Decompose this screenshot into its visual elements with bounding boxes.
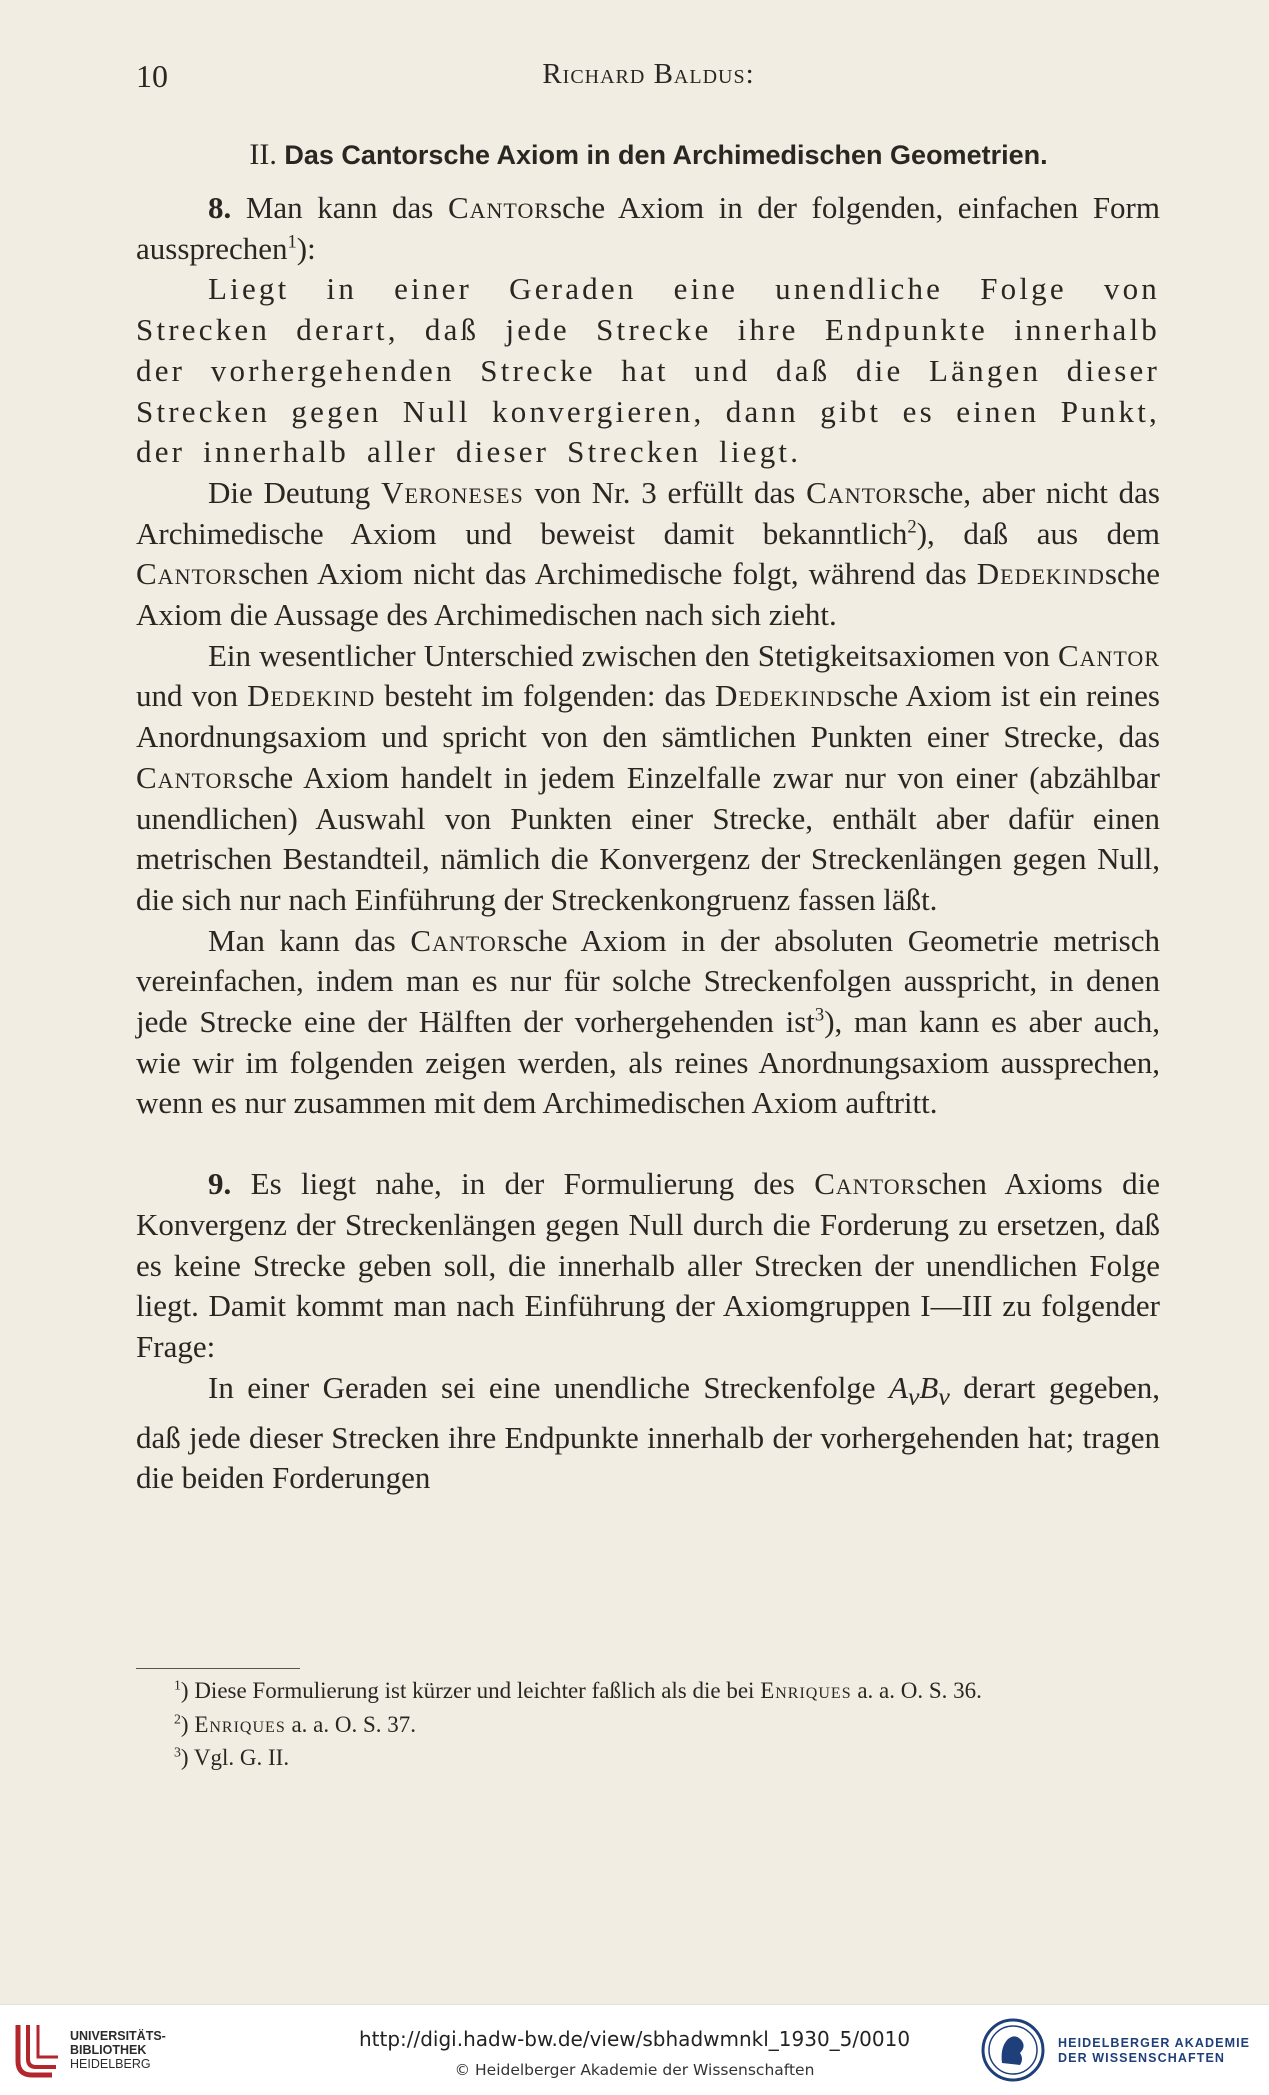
footnote-ref: 2 [907, 516, 917, 538]
text-run: sche Axiom in der absoluten Geometrie metrisch vereinfachen, indem man es nur für solche Streckenfolgen ausspricht, in denen jede Strecke eine der Hälften der vorhergehenden ist [136, 922, 1161, 1040]
library-line: UNIVERSITÄTS- [70, 2029, 166, 2043]
page-number: 10 [136, 58, 168, 94]
paragraph-veronese [136, 473, 1160, 636]
library-line: HEIDELBERG [70, 2057, 151, 2071]
permalink[interactable]: http://digi.hadw-bw.de/view/sbhadwmnkl_1930_5/0010 [358, 2027, 911, 2051]
math-index: ν [907, 1381, 920, 1411]
text-run: ) Vgl. G. II. [180, 1745, 290, 1770]
author-name: Veroneses [381, 474, 524, 510]
copyright: © Heidelberger Akademie der Wissenschaften [454, 2061, 815, 2079]
math-sequence [889, 1369, 950, 1411]
author-name: Dedekind [714, 678, 844, 714]
paragraph-number: 9. [208, 1166, 232, 1202]
footnote-divider [136, 1668, 300, 1669]
footnote-mark: 2 [174, 1710, 181, 1726]
author-name: Dedekind [247, 678, 376, 714]
text-run: sche Axiom in der folgenden, einfachen Form aussprechen [136, 190, 1160, 266]
math-symbol: B [919, 1369, 939, 1405]
author-name: Enriques [194, 1711, 286, 1737]
text-run: Es liegt nahe, in der Formulierung des [231, 1166, 815, 1202]
author-name: Cantor [136, 759, 239, 795]
text-run: ), daß aus dem [916, 515, 1160, 551]
section-numeral: II. [249, 138, 277, 171]
footnote-2 [136, 1708, 1160, 1742]
text-run: schen Axioms die Konvergenz der Streckenlängen gegen Null durch die Forderung zu ersetzen, daß es keine Strecke geben soll, die innerhalb aller Strecken der unendlichen Folge liegt. Damit kommt man nach Einführung der Axiomgruppen I—III zu folgender Frage: [136, 1166, 1160, 1364]
author-name: Cantor [814, 1166, 917, 1202]
text-run: Die Deutung [208, 474, 382, 510]
text-run: derart gegeben, daß jede dieser Strecken ihre Endpunkte innerhalb der vorhergehenden hat; tragen die beiden Forderungen [136, 1369, 1160, 1496]
text-run: schen Axiom nicht das Archimedische folgt, während das [238, 556, 977, 592]
author-name: Cantor [136, 556, 239, 592]
text-run: besteht im folgenden: das [375, 678, 715, 714]
text-run: Man kann das [208, 922, 411, 958]
text-run: sche Axiom die Aussage des Archimedischen nach sich zieht. [136, 556, 1160, 633]
footnote-ref: 1 [287, 231, 297, 253]
text-run: sche Axiom ist ein reines Anordnungsaxiom und spricht von den sämtlichen Punkten einer Strecke, das [136, 678, 1160, 755]
library-line: BIBLIOTHEK [70, 2043, 147, 2057]
paragraph-simplify [136, 921, 1160, 1125]
footnote-mark: 1 [174, 1677, 181, 1693]
author-name: Cantor [1057, 637, 1160, 673]
author-name: Enriques [760, 1678, 852, 1703]
text-run: Ein wesentlicher Unterschied zwischen den Stetigkeitsaxiomen von [208, 637, 1058, 673]
text-run: a. a. O. S. 37. [285, 1711, 417, 1737]
page-header [136, 58, 1161, 106]
footnotes [136, 1674, 1160, 1775]
paragraph-difference [136, 636, 1160, 921]
viewer-footer [0, 2004, 1269, 2095]
text-run: sche, aber nicht das Archimedische Axiom und beweist damit bekanntlich [136, 474, 1160, 551]
paragraph-8 [136, 188, 1160, 269]
academy-line: DER WISSENSCHAFTEN [1058, 2051, 1226, 2065]
text-run: a. a. O. S. 36. [851, 1678, 982, 1703]
author-name: Dedekind [976, 556, 1105, 592]
math-symbol: A [889, 1369, 908, 1405]
text-run: ), man kann es aber auch, wie wir im folgenden zeigen werden, als reines Anordnungsaxiom aussprechen, wenn es nur zusammen mit dem Archimedischen Axiom auftritt. [136, 1004, 1160, 1121]
author-name: Cantor [447, 190, 551, 225]
text-run: In einer Geraden sei eine unendliche Streckenfolge [208, 1369, 890, 1405]
section-title: Das Cantorsche Axiom in den Archimedischen Geometrien. [284, 140, 1048, 170]
axiom-statement: Liegt in einer Geraden eine unendliche Folge von Strecken derart, daß jede Strecke ihre Endpunkte innerhalb der vorhergehenden Strecke hat und daß die Längen dieser Strecken gegen Null konvergieren, dann gibt es einen Punkt, der innerhalb aller dieser Strecken liegt. [136, 271, 1160, 470]
paragraph-question [136, 1368, 1160, 1499]
text-run: sche Axiom handelt in jedem Einzelfalle zwar nur von einer (abzählbar unendlichen) Auswahl von Punkten einer Strecke, enthält aber dafür einen metrischen Bestandteil, nämlich die Konvergenz der Streckenlängen gegen Null, die sich nur nach Einführung der Streckenkongruenz fassen läßt. [136, 759, 1160, 917]
paragraph-number: 8. [208, 190, 232, 225]
body-text [136, 188, 1160, 1499]
text-run: ) Diese Formulierung ist kürzer und leichter faßlich als die bei [180, 1678, 761, 1703]
footnote-ref: 3 [814, 1004, 825, 1026]
academy-seal-icon[interactable] [980, 2017, 1046, 2083]
text-run: von Nr. 3 erfüllt das [523, 474, 807, 510]
math-index: ν [938, 1381, 950, 1411]
footnote-mark: 3 [174, 1744, 181, 1760]
academy-name [1058, 2036, 1250, 2066]
author-name: Cantor [410, 922, 513, 958]
footnote-3 [136, 1741, 1160, 1775]
text-run: und von [136, 678, 248, 714]
text-run: ) [180, 1711, 195, 1737]
footnote-1 [136, 1674, 1160, 1708]
section-heading [136, 138, 1161, 172]
running-title: Richard Baldus: [542, 58, 755, 90]
author-name: Cantor [806, 474, 909, 510]
paragraph-9 [136, 1164, 1160, 1368]
academy-line: HEIDELBERGER AKADEMIE [1058, 2036, 1251, 2050]
text-run: Man kann das [231, 190, 448, 225]
text-run: ): [296, 230, 316, 266]
